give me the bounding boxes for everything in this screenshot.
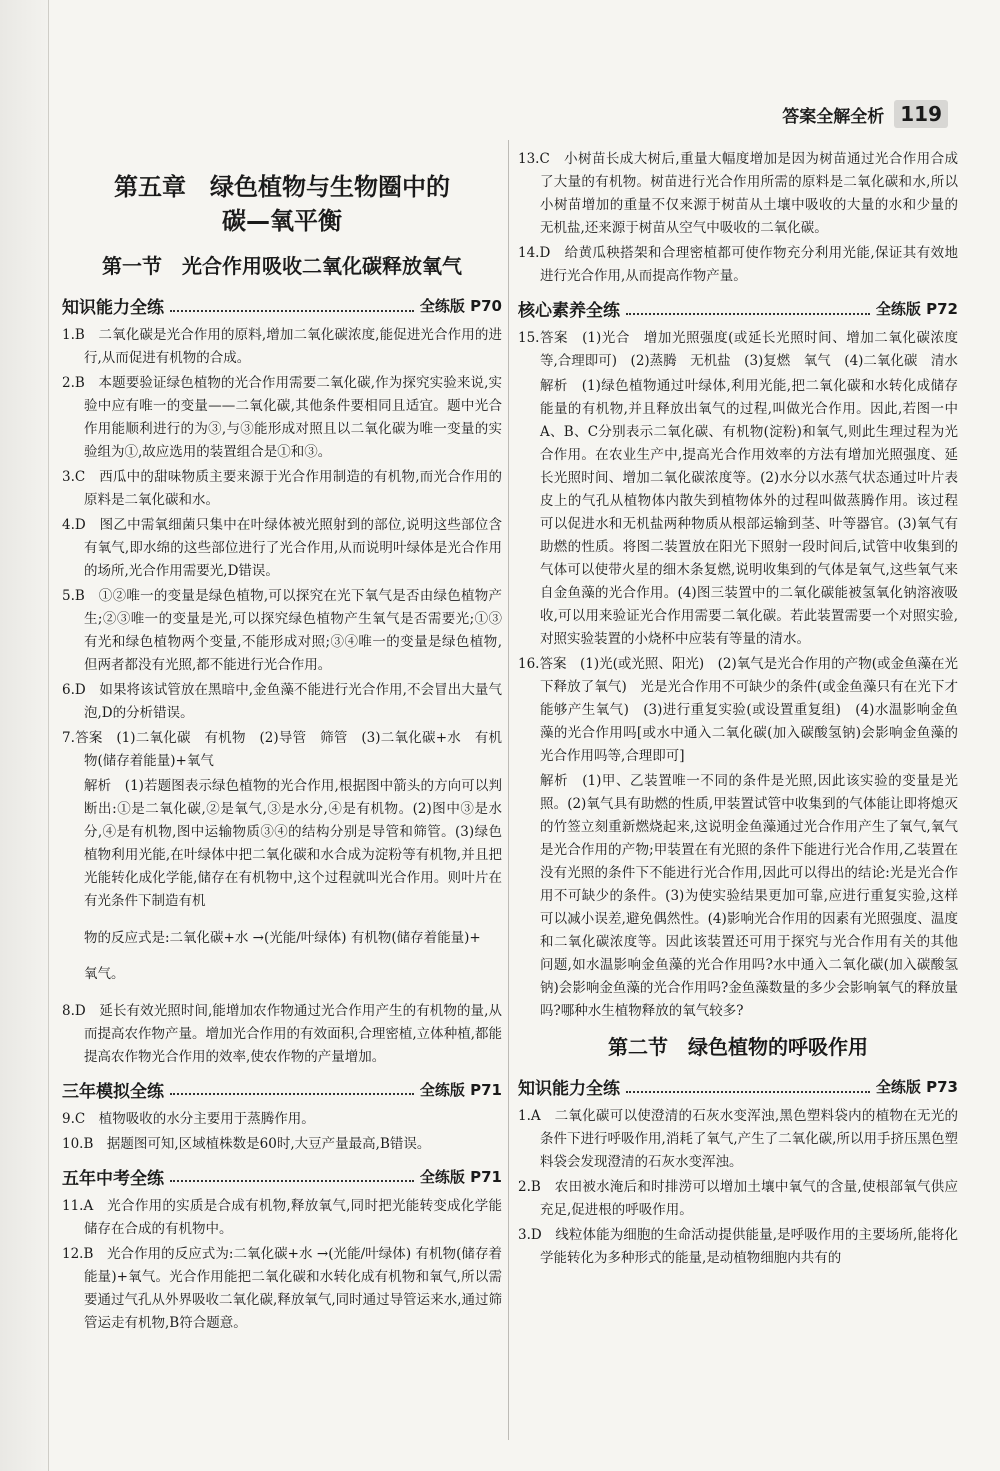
scan-edge — [0, 0, 49, 1471]
answer-item: 3.D 线粒体能为细胞的生命活动提供能量,是呼吸作用的主要场所,能将化学能转化为多种形式的能量,是动植物细胞内共有的 — [518, 1227, 958, 1266]
answer-item: 2.B 本题要验证绿色植物的光合作用需要二氧化碳,作为探究实验来说,实验中应有唯一的变量——二氧化碳,其他条件要相同且适宜。题中光合作用能顺利进行的为③,与③能形成对照且以二氧化碳为唯一变量的实验组为①,故应选用的装置组合是①和③。 — [62, 375, 502, 460]
block-header — [62, 1164, 502, 1189]
dotted-leader — [170, 1083, 414, 1095]
answer-item: 10.B 据题图可知,区域植株数是60时,大豆产量最高,B错误。 — [62, 1135, 431, 1152]
answer-item: 16.答案 (1)光(或光照、阳光) (2)氧气是光合作用的产物(或金鱼藻在光下释放了氧气) 光是光合作用不可缺少的条件(或金鱼藻只有在光下才能够产生氧气) (3)进行重复实验(或设置重复组) (4)水温影响金鱼藻的光合作用吗[或水中通入二氧化碳(加入碳酸氢钠)会影响金鱼藻的光合作用吗等,合理即可] — [518, 656, 959, 764]
block-title: 三年模拟全练 — [62, 1081, 164, 1102]
block-header — [518, 1074, 958, 1099]
page-number: 119 — [894, 100, 948, 128]
dotted-leader — [626, 1081, 870, 1093]
block-title: 知识能力全练 — [518, 1079, 620, 1099]
page-header — [782, 100, 948, 128]
block-title: 核心素养全练 — [518, 301, 620, 321]
answer-item: 2.B 农田被水淹后和时排涝可以增加土壤中氧气的含量,使根部氧气供应充足,促进根的呼吸作用。 — [518, 1179, 958, 1218]
answer-item: 11.A 光合作用的实质是合成有机物,释放氧气,同时把光能转变成化学能储存在合成的有机物中。 — [62, 1197, 502, 1237]
dotted-leader — [170, 1170, 414, 1182]
answer-item: 1.B 二氧化碳是光合作用的原料,增加二氧化碳浓度,能促进光合作用的进行,从而促进有机物的合成。 — [62, 327, 502, 366]
block-header — [62, 293, 502, 318]
right-column — [518, 148, 958, 1272]
answer-item: 4.D 图乙中需氧细菌只集中在叶绿体被光照射到的部位,说明这些部位含有氧气,即水绵的这些部位进行了光合作用,从而说明叶绿体是光合作用的场所,光合作用需要光,D错误。 — [62, 517, 502, 579]
answer-item: 8.D 延长有效光照时间,能增加农作物通过光合作用产生的有机物的量,从而提高农作物产量。增加光合作用的有效面积,合理密植,立体种植,都能提高农作物光合作用的效率,使农作物的产量增加。 — [62, 1002, 502, 1065]
answer-item: 1.A 二氧化碳可以使澄清的石灰水变浑浊,黑色塑料袋内的植物在无光的条件下进行呼吸作用,消耗了氧气,产生了二氧化碳,所以用手挤压黑色塑料袋会发现澄清的石灰水变浑浊。 — [518, 1108, 958, 1170]
reaction-formula-end: 氧气。 — [84, 966, 125, 982]
block-version: 全练版 P71 — [419, 1167, 502, 1186]
answer-item: 6.D 如果将该试管放在黑暗中,金鱼藻不能进行光合作用,不会冒出大量气泡,D的分析错误。 — [62, 682, 502, 721]
answer-item: 13.C 小树苗长成大树后,重量大幅度增加是因为树苗通过光合作用合成了大量的有机物。树苗进行光合作用所需的原料是二氧化碳和水,所以小树苗增加的重量不仅来源于树苗从土壤中吸收的大量的水和少量的无机盐,还来源于树苗从空气中吸收的二氧化碳。 — [518, 151, 958, 236]
answer-item: 14.D 给黄瓜秧搭架和合理密植都可使作物充分利用光能,保证其有效地进行光合作用,从而提高作物产量。 — [518, 245, 958, 284]
block-title: 五年中考全练 — [62, 1168, 164, 1189]
answer-item: 7.答案 (1)二氧化碳 有机物 (2)导管 筛管 (3)二氧化碳+水 有机物(储存着能量)+氧气 — [62, 730, 502, 769]
chapter-title — [62, 170, 502, 238]
block-header — [518, 296, 958, 321]
explanation: 解析 (1)若题图表示绿色植物的光合作用,根据图中箭头的方向可以判断出:①是二氧化碳,②是氧气,③是水分,④是有机物。(2)图中③是水分,④是有机物,图中运输物质③④的结构分别是导管和筛管。(3)绿色植物利用光能,在叶绿体中把二氧化碳和水合成为淀粉等有机物,并且把光能转化成化学能,储存在有机物中,这个过程就叫光合作用。则叶片在有光条件下制造有机 — [84, 778, 502, 909]
block-version: 全练版 P73 — [875, 1078, 958, 1096]
block-header — [62, 1077, 502, 1102]
left-column — [62, 170, 502, 1337]
block-version: 全练版 P71 — [419, 1080, 502, 1099]
answer-item: 9.C 植物吸收的水分主要用于蒸腾作用。 — [62, 1110, 315, 1127]
header-title: 答案全解全析 — [782, 106, 885, 127]
explanation: 解析 (1)甲、乙装置唯一不同的条件是光照,因此该实验的变量是光照。(2)氧气具有助燃的性质,甲装置试管中收集到的气体能让即将熄灭的竹签立刻重新燃烧起来,这说明金鱼藻通过光合作用产生了氧气,氧气是光合作用的产物;甲装置在有光照的条件下能进行光合作用,乙装置在没有光照的条件下不能进行光合作用,因此可以得出的结论:光是光合作用不可缺少的条件。(3)为使实验结果更加可靠,应进行重复实验,这样可以减小误差,避免偶然性。(4)影响光合作用的因素有光照强度、温度和二氧化碳浓度等。因此该装置还可用于探究与光合作用有关的其他问题,如水温影响金鱼藻的光合作用吗?水中通入二氧化碳(加入碳酸氢钠)会影响金鱼藻的光合作用吗?金鱼藻数量的多少会影响氧气的释放量吗?哪种水生植物释放的氧气较多? — [540, 773, 958, 1019]
chapter-line2: 碳—氧平衡 — [222, 207, 342, 235]
block-title: 知识能力全练 — [62, 298, 164, 318]
reaction-formula: 物的反应式是:二氧化碳+水 →(光能/叶绿体) 有机物(储存着能量)+ — [84, 929, 481, 946]
dotted-leader — [170, 300, 414, 312]
section-title-2: 第二节 绿色植物的呼吸作用 — [608, 1035, 868, 1059]
answer-item: 5.B ①②唯一的变量是绿色植物,可以探究在光下氧气是否由绿色植物产生;②③唯一的变量是光,可以探究绿色植物产生氧气是否需要光;①③有光和绿色植物两个变量,不能形成对照;③④唯一的变量是绿色植物,但两者都没有光照,都不能进行光合作用。 — [62, 588, 502, 673]
answer-item: 3.C 西瓜中的甜味物质主要来源于光合作用制造的有机物,而光合作用的原料是二氧化碳和水。 — [62, 469, 502, 508]
dotted-leader — [626, 303, 870, 315]
page — [48, 0, 1000, 1471]
answer-item: 15.答案 (1)光合 增加光照强度(或延长光照时间、增加二氧化碳浓度等,合理即可) (2)蒸腾 无机盐 (3)复燃 氧气 (4)二氧化碳 清水 — [518, 330, 958, 369]
section-title: 第一节 光合作用吸收二氧化碳释放氧气 — [102, 254, 462, 278]
answer-item: 12.B 光合作用的反应式为:二氧化碳+水 →(光能/叶绿体) 有机物(储存着能量)+氧气。光合作用能把二氧化碳和水转化成有机物和氧气,所以需要通过气孔从外界吸收二氧化碳,释放氧气,同时通过导管运来水,通过筛管运走有机物,B符合题意。 — [62, 1245, 502, 1331]
explanation: 解析 (1)绿色植物通过叶绿体,利用光能,把二氧化碳和水转化成储存能量的有机物,并且释放出氧气的过程,叫做光合作用。因此,若图一中A、B、C分别表示二氧化碳、有机物(淀粉)和氧气,则此生理过程为光合作用。在农业生产中,提高光合作用效率的方法有增加光照强度、延长光照时间、增加二氧化碳浓度等。(2)水分以水蒸气状态通过叶片表皮上的气孔从植物体内散失到植物体外的过程叫做蒸腾作用。该过程可以促进水和无机盐两种物质从根部运输到茎、叶等器官。(3)氧气有助燃的性质。将图二装置放在阳光下照射一段时间后,试管中收集到的气体可以使带火星的细木条复燃,说明收集到的气体是氧气,这些氧气来自金鱼藻的光合作用。(4)图三装置中的二氧化碳能被氢氧化钠溶液吸收,可以用来验证光合作用需要二氧化碳。若此装置需要一个对照实验,对照实验装置的小烧杯中应装有等量的清水。 — [540, 378, 958, 647]
block-version: 全练版 P70 — [419, 297, 502, 315]
chapter-line1: 第五章 绿色植物与生物圈中的 — [114, 173, 450, 201]
column-divider — [508, 140, 509, 1440]
block-version: 全练版 P72 — [875, 300, 958, 318]
